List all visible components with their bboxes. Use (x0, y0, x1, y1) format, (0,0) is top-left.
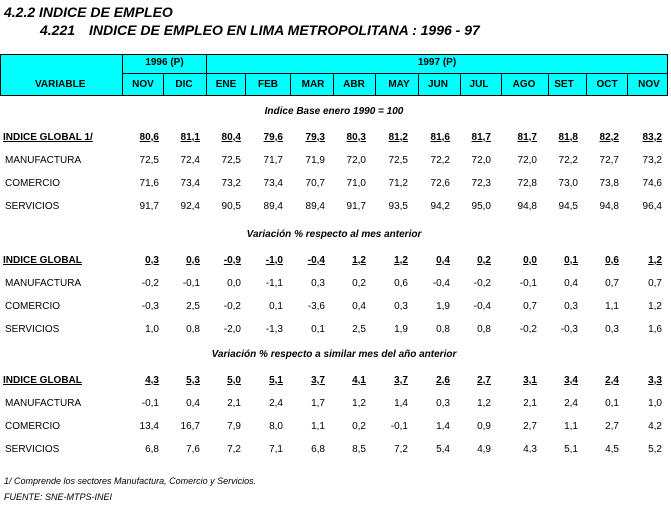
month-header: NOV (132, 79, 154, 90)
table-cell: 89,4 (263, 201, 283, 212)
table-row (0, 255, 668, 269)
month-header: AGO (512, 79, 536, 90)
table-number: 4.221 (40, 22, 76, 38)
section-title: Variación % respecto a similar mes del año anterior (211, 349, 457, 360)
table-cell: 81,2 (388, 132, 408, 143)
table-cell: 2,5 (352, 324, 366, 335)
table-cell: 80,3 (346, 132, 366, 143)
table-cell: 2,7 (605, 421, 619, 432)
table-cell: -0,1 (182, 278, 200, 289)
table-cell: 73,8 (599, 178, 619, 189)
divider (418, 73, 419, 95)
table-row (0, 201, 668, 215)
table-cell: 6,8 (311, 444, 325, 455)
table-cell: -0,1 (141, 398, 159, 409)
table-cell: 0,6 (186, 255, 200, 266)
table-cell: 0,3 (311, 278, 325, 289)
table-cell: 8,5 (352, 444, 366, 455)
table-cell: 72,4 (180, 155, 200, 166)
table-cell: 1,7 (311, 398, 325, 409)
table-row (0, 375, 668, 389)
table-cell: 0,8 (477, 324, 491, 335)
month-header: ABR (343, 79, 365, 90)
table-cell: 1,1 (605, 301, 619, 312)
table-cell: 7,6 (186, 444, 200, 455)
month-header: SET (554, 79, 574, 90)
month-header: JUN (427, 79, 448, 90)
table-cell: 1,1 (564, 421, 578, 432)
table-cell: 0,4 (564, 278, 578, 289)
table-cell: -0,3 (560, 324, 578, 335)
row-label: MANUFACTURA (5, 398, 82, 409)
table-cell: 1,6 (648, 324, 662, 335)
table-cell: -0,2 (473, 278, 491, 289)
row-label: INDICE GLOBAL 1/ (3, 132, 93, 143)
table-cell: 74,6 (642, 178, 662, 189)
month-header: MAY (388, 79, 410, 90)
divider (375, 73, 376, 95)
month-header: JUL (469, 79, 489, 90)
page-title: 4.2.2 INDICE DE EMPLEO (4, 4, 173, 20)
table-cell: 73,4 (263, 178, 283, 189)
row-label: INDICE GLOBAL (3, 375, 82, 386)
table-cell: 80,4 (221, 132, 241, 143)
table-cell: 2,6 (436, 375, 450, 386)
table-cell: 0,2 (352, 278, 366, 289)
table-cell: 2,7 (477, 375, 491, 386)
table-cell: 93,5 (388, 201, 408, 212)
table-cell: 5,0 (227, 375, 241, 386)
table-cell: 72,5 (139, 155, 159, 166)
table-cell: 8,0 (269, 421, 283, 432)
divider (333, 73, 334, 95)
table-cell: 94,8 (599, 201, 619, 212)
row-label: MANUFACTURA (5, 155, 82, 166)
source-note: FUENTE: SNE-MTPS-INEI (4, 492, 113, 502)
table-cell: 91,7 (139, 201, 159, 212)
table-cell: 0,7 (648, 278, 662, 289)
table-cell: 2,4 (269, 398, 283, 409)
month-header: OCT (596, 79, 618, 90)
table-cell: 0,7 (523, 301, 537, 312)
month-header: DIC (175, 79, 193, 90)
table-cell: 1,0 (648, 398, 662, 409)
table-cell: 1,0 (145, 324, 159, 335)
table-cell: 71,7 (263, 155, 283, 166)
table-cell: -0,4 (432, 278, 450, 289)
divider (290, 73, 291, 95)
row-label: SERVICIOS (5, 201, 60, 212)
table-cell: 70,7 (305, 178, 325, 189)
table-cell: 72,6 (430, 178, 450, 189)
month-header: MAR (301, 79, 325, 90)
section-title: Indice Base enero 1990 = 100 (264, 106, 404, 117)
table-cell: 0,2 (352, 421, 366, 432)
table-row (0, 155, 668, 169)
table-cell: 5,1 (269, 375, 283, 386)
table-cell: 1,2 (648, 255, 662, 266)
row-label: SERVICIOS (5, 444, 60, 455)
table-cell: 72,3 (471, 178, 491, 189)
month-header: ENE (215, 79, 237, 90)
divider (245, 73, 246, 95)
table-cell: 4,5 (605, 444, 619, 455)
table-cell: 95,0 (471, 201, 491, 212)
table-cell: 1,4 (436, 421, 450, 432)
table-cell: 72,2 (430, 155, 450, 166)
table-cell: 72,7 (599, 155, 619, 166)
table-cell: 94,2 (430, 201, 450, 212)
table-cell: 2,7 (523, 421, 537, 432)
table-title-text: INDICE DE EMPLEO EN LIMA METROPOLITANA : 1996 - 97 (89, 22, 480, 38)
table-cell: 73,2 (221, 178, 241, 189)
table-cell: 72,0 (517, 155, 537, 166)
table-cell: 71,6 (139, 178, 159, 189)
table-cell: 4,3 (145, 375, 159, 386)
table-cell: 71,2 (388, 178, 408, 189)
table-cell: 3,1 (523, 375, 537, 386)
table-cell: 13,4 (139, 421, 159, 432)
table-cell: 1,2 (648, 301, 662, 312)
table-cell: 7,2 (394, 444, 408, 455)
table-header (0, 54, 668, 96)
month-header: FEB (258, 79, 278, 90)
table-cell: 7,1 (269, 444, 283, 455)
table-cell: 1,1 (311, 421, 325, 432)
table-cell: -3,6 (307, 301, 325, 312)
table-cell: -0,1 (519, 278, 537, 289)
table-cell: 81,1 (180, 132, 200, 143)
table-cell: 1,2 (352, 255, 366, 266)
table-cell: -0,4 (473, 301, 491, 312)
table-cell: 1,9 (436, 301, 450, 312)
table-cell: -0,4 (307, 255, 325, 266)
table-cell: 0,0 (227, 278, 241, 289)
table-row (0, 132, 668, 146)
table-cell: 72,5 (221, 155, 241, 166)
table-cell: 72,0 (346, 155, 366, 166)
table-cell: 73,0 (558, 178, 578, 189)
table-cell: 0,3 (394, 301, 408, 312)
table-cell: 1,4 (394, 398, 408, 409)
table-row (0, 398, 668, 412)
table-cell: 73,2 (642, 155, 662, 166)
table-cell: 1,2 (477, 398, 491, 409)
table-title (40, 22, 480, 38)
table-cell: 94,5 (558, 201, 578, 212)
divider (548, 73, 549, 95)
table-cell: 2,4 (605, 375, 619, 386)
footnote: 1/ Comprende los sectores Manufactura, Comercio y Servicios. (4, 476, 257, 486)
row-label: COMERCIO (5, 178, 60, 189)
table-cell: 81,8 (558, 132, 578, 143)
year-1996-header: 1996 (P) (145, 57, 184, 68)
table-cell: -1,1 (265, 278, 283, 289)
table-cell: 80,6 (139, 132, 159, 143)
table-cell: 89,4 (305, 201, 325, 212)
table-cell: 0,3 (145, 255, 159, 266)
table-cell: 5,4 (436, 444, 450, 455)
table-cell: 0,6 (605, 255, 619, 266)
table-cell: 72,2 (558, 155, 578, 166)
table-cell: 6,8 (145, 444, 159, 455)
row-label: COMERCIO (5, 421, 60, 432)
row-label: COMERCIO (5, 301, 60, 312)
table-cell: 0,3 (564, 301, 578, 312)
table-cell: -0,2 (141, 278, 159, 289)
table-cell: 4,9 (477, 444, 491, 455)
table-cell: 0,3 (605, 324, 619, 335)
table-row (0, 278, 668, 292)
table-row (0, 444, 668, 458)
table-cell: 0,2 (477, 255, 491, 266)
table-cell: 1,2 (394, 255, 408, 266)
table-cell: 0,1 (311, 324, 325, 335)
table-cell: -0,3 (141, 301, 159, 312)
table-cell: 0,6 (394, 278, 408, 289)
row-label: INDICE GLOBAL (3, 255, 82, 266)
table-cell: 82,2 (599, 132, 619, 143)
table-cell: 72,5 (388, 155, 408, 166)
table-cell: -1,3 (265, 324, 283, 335)
table-cell: 83,2 (642, 132, 662, 143)
table-cell: 0,4 (436, 255, 450, 266)
table-cell: 90,5 (221, 201, 241, 212)
year-1997-header: 1997 (P) (417, 57, 457, 68)
table-cell: -2,0 (223, 324, 241, 335)
table-cell: 3,7 (311, 375, 325, 386)
divider (163, 73, 164, 95)
table-row (0, 324, 668, 338)
month-header: NOV (638, 79, 660, 90)
table-cell: 7,9 (227, 421, 241, 432)
variable-header: VARIABLE (35, 79, 86, 90)
table-cell: 94,8 (517, 201, 537, 212)
table-cell: 2,4 (564, 398, 578, 409)
table-cell: 4,1 (352, 375, 366, 386)
table-cell: 2,1 (523, 398, 537, 409)
table-row (0, 301, 668, 315)
table-cell: 2,1 (227, 398, 241, 409)
table-cell: -0,1 (390, 421, 408, 432)
table-cell: 4,2 (648, 421, 662, 432)
table-cell: 0,1 (564, 255, 578, 266)
table-cell: -0,9 (223, 255, 241, 266)
table-row (0, 421, 668, 435)
row-label: MANUFACTURA (5, 278, 82, 289)
table-cell: -0,2 (519, 324, 537, 335)
table-cell: -0,2 (223, 301, 241, 312)
table-cell: 91,7 (346, 201, 366, 212)
table-cell: 73,4 (180, 178, 200, 189)
table-cell: 7,2 (227, 444, 241, 455)
table-cell: 71,9 (305, 155, 325, 166)
table-cell: 72,8 (517, 178, 537, 189)
table-cell: 0,4 (186, 398, 200, 409)
divider (627, 73, 628, 95)
table-cell: 16,7 (180, 421, 200, 432)
table-cell: 3,7 (394, 375, 408, 386)
table-cell: 5,1 (564, 444, 578, 455)
table-cell: 71,0 (346, 178, 366, 189)
table-cell: 0,8 (436, 324, 450, 335)
table-cell: -1,0 (265, 255, 283, 266)
table-cell: 3,4 (564, 375, 578, 386)
table-cell: 0,9 (477, 421, 491, 432)
divider (586, 73, 587, 95)
table-cell: 0,4 (352, 301, 366, 312)
table-cell: 2,5 (186, 301, 200, 312)
divider (460, 73, 461, 95)
table-cell: 0,7 (605, 278, 619, 289)
table-cell: 0,3 (436, 398, 450, 409)
table-cell: 81,7 (471, 132, 491, 143)
row-label: SERVICIOS (5, 324, 60, 335)
table-cell: 92,4 (180, 201, 200, 212)
table-cell: 79,3 (305, 132, 325, 143)
divider (501, 73, 502, 95)
table-cell: 0,0 (523, 255, 537, 266)
table-cell: 1,9 (394, 324, 408, 335)
table-cell: 79,6 (263, 132, 283, 143)
table-row (0, 178, 668, 192)
table-cell: 1,2 (352, 398, 366, 409)
table-cell: 5,3 (186, 375, 200, 386)
table-cell: 96,4 (642, 201, 662, 212)
table-cell: 0,8 (186, 324, 200, 335)
table-cell: 0,1 (269, 301, 283, 312)
table-cell: 4,3 (523, 444, 537, 455)
section-title: Variación % respecto al mes anterior (246, 229, 422, 240)
table-cell: 81,7 (517, 132, 537, 143)
table-cell: 5,2 (648, 444, 662, 455)
table-cell: 0,1 (605, 398, 619, 409)
table-cell: 81,6 (430, 132, 450, 143)
table-cell: 3,3 (648, 375, 662, 386)
table-cell: 72,0 (471, 155, 491, 166)
